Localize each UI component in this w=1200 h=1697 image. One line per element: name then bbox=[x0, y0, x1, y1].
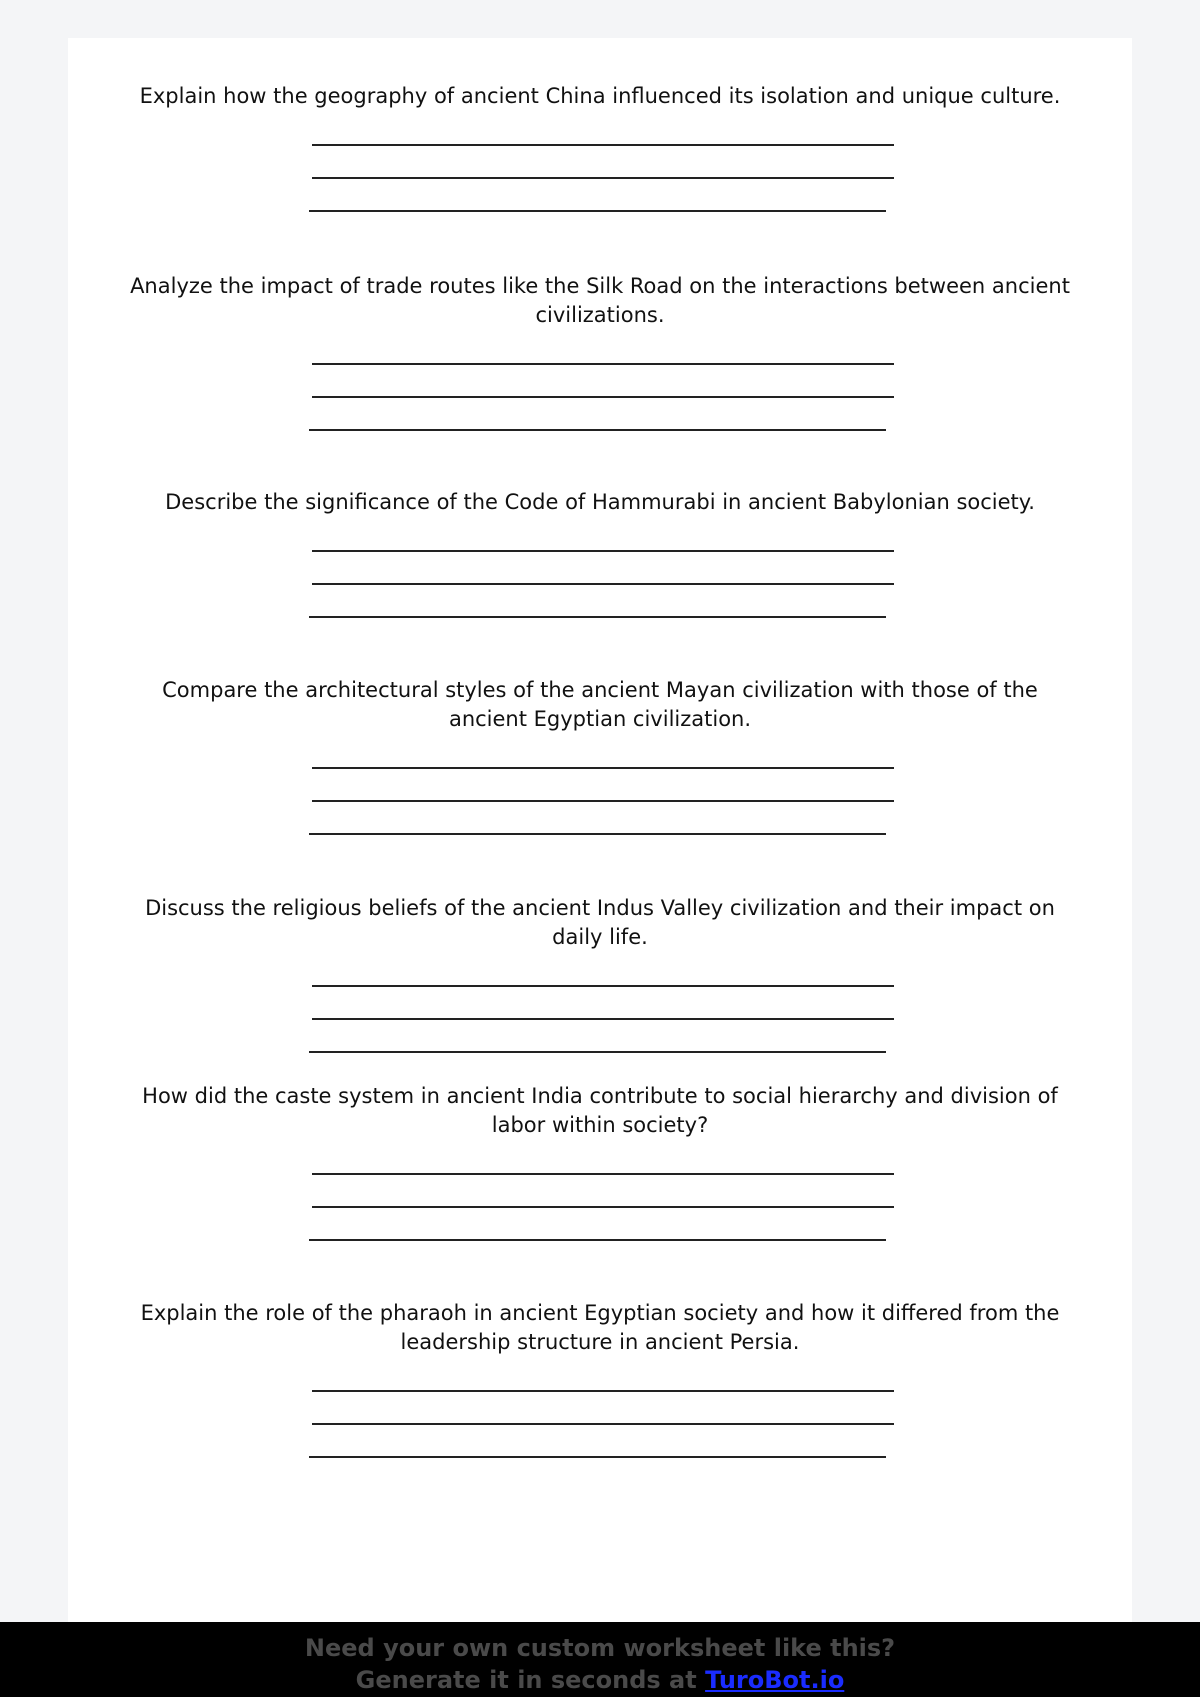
answer-lines bbox=[68, 340, 1132, 439]
answer-lines bbox=[68, 1367, 1132, 1466]
question-text: Explain the role of the pharaoh in ancient Egyptian society and how it differed from the leadership structure in ancient Persia. bbox=[140, 1301, 1060, 1354]
answer-lines bbox=[68, 962, 1132, 1061]
question-text: Compare the architectural styles of the ancient Mayan civilization with those of the ancient Egyptian civilization. bbox=[162, 678, 1038, 731]
question-5 bbox=[68, 894, 1132, 1061]
answer-lines bbox=[68, 121, 1132, 220]
footer-headline: Need your own custom worksheet like this? bbox=[304, 1634, 896, 1662]
answer-line[interactable] bbox=[68, 527, 1132, 560]
question-text: Discuss the religious beliefs of the ancient Indus Valley civilization and their impact on daily life. bbox=[145, 896, 1055, 949]
question-text: Describe the significance of the Code of Hammurabi in ancient Babylonian society. bbox=[165, 490, 1035, 514]
answer-lines bbox=[68, 744, 1132, 843]
question-text: How did the caste system in ancient India contribute to social hierarchy and division of labor within society? bbox=[142, 1084, 1058, 1137]
question-1 bbox=[68, 82, 1132, 220]
answer-line[interactable] bbox=[68, 154, 1132, 187]
promo-footer bbox=[0, 1622, 1200, 1697]
answer-line[interactable] bbox=[68, 1216, 1132, 1249]
answer-lines bbox=[68, 527, 1132, 626]
answer-line[interactable] bbox=[68, 1028, 1132, 1061]
answer-line[interactable] bbox=[68, 1400, 1132, 1433]
answer-line[interactable] bbox=[68, 560, 1132, 593]
answer-line[interactable] bbox=[68, 810, 1132, 843]
turobot-link[interactable]: TuroBot.io bbox=[705, 1666, 845, 1694]
question-2 bbox=[68, 272, 1132, 439]
answer-line[interactable] bbox=[68, 962, 1132, 995]
answer-line[interactable] bbox=[68, 406, 1132, 439]
question-7 bbox=[68, 1299, 1132, 1466]
answer-line[interactable] bbox=[68, 1183, 1132, 1216]
answer-line[interactable] bbox=[68, 777, 1132, 810]
answer-line[interactable] bbox=[68, 593, 1132, 626]
answer-line[interactable] bbox=[68, 187, 1132, 220]
question-6 bbox=[68, 1082, 1132, 1249]
answer-line[interactable] bbox=[68, 744, 1132, 777]
answer-line[interactable] bbox=[68, 1150, 1132, 1183]
worksheet-page bbox=[68, 38, 1132, 1623]
answer-line[interactable] bbox=[68, 1433, 1132, 1466]
answer-lines bbox=[68, 1150, 1132, 1249]
question-text: Explain how the geography of ancient China influenced its isolation and unique culture. bbox=[139, 84, 1061, 108]
answer-line[interactable] bbox=[68, 340, 1132, 373]
question-4 bbox=[68, 676, 1132, 843]
question-3 bbox=[68, 488, 1132, 626]
question-text: Analyze the impact of trade routes like the Silk Road on the interactions between ancient civilizations. bbox=[130, 274, 1070, 327]
footer-subline bbox=[0, 1664, 1200, 1696]
answer-line[interactable] bbox=[68, 995, 1132, 1028]
answer-line[interactable] bbox=[68, 121, 1132, 154]
footer-subline-text: Generate it in seconds at bbox=[355, 1666, 706, 1694]
answer-line[interactable] bbox=[68, 373, 1132, 406]
answer-line[interactable] bbox=[68, 1367, 1132, 1400]
